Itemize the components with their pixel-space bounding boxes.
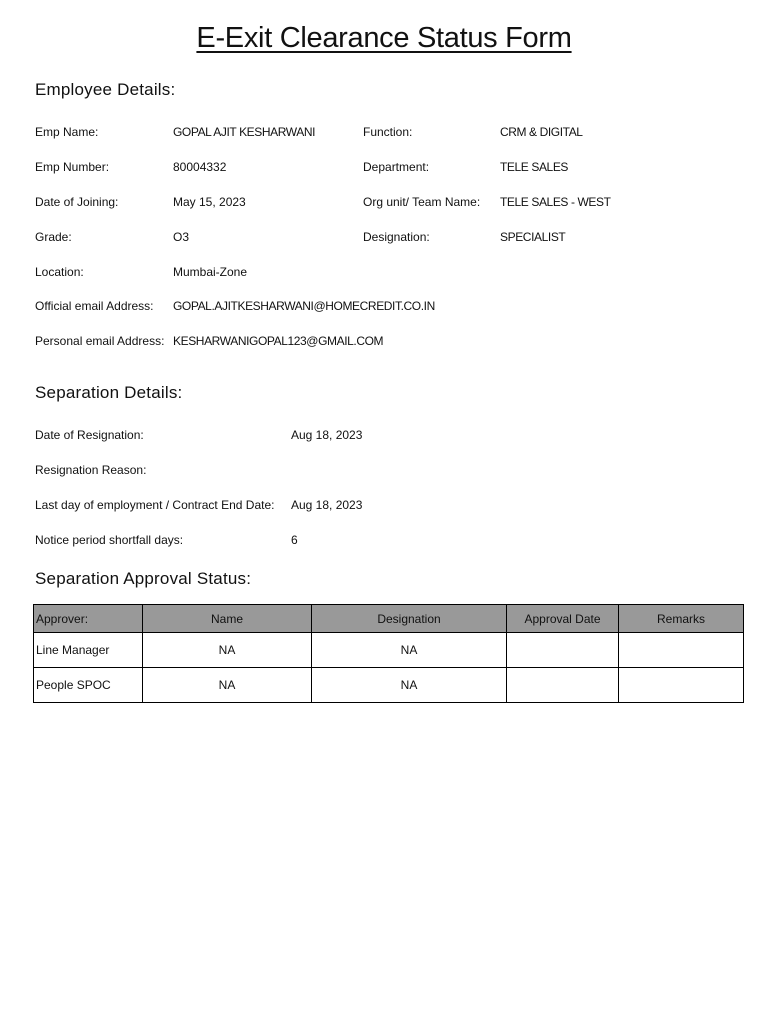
grade-value: O3 [173,230,190,244]
department-label: Department: [363,160,430,174]
remarks-cell [619,633,744,668]
name-cell: NA [143,668,312,703]
column-header-remarks: Remarks [619,605,744,633]
table-row [34,633,744,668]
resignation-date-value: Aug 18, 2023 [291,428,363,442]
page-title: E-Exit Clearance Status Form [196,22,572,54]
column-header-approver: Approver: [34,605,143,633]
column-header-name: Name [143,605,312,633]
date-of-joining-label: Date of Joining: [35,195,119,209]
designation-label: Designation: [363,230,430,244]
resignation-date-label: Date of Resignation: [35,428,144,442]
official-email-value: GOPAL.AJITKESHARWANI@HOMECREDIT.CO.IN [173,299,435,313]
department-value: TELE SALES [500,160,569,174]
emp-number-value: 80004332 [173,160,227,174]
grade-label: Grade: [35,230,72,244]
function-value: CRM & DIGITAL [500,125,583,139]
approval-table [33,604,744,703]
personal-email-label: Personal email Address: [35,334,165,348]
table-row [34,668,744,703]
approval-date-cell [507,668,619,703]
emp-number-label: Emp Number: [35,160,110,174]
personal-email-value: KESHARWANIGOPAL123@GMAIL.COM [173,334,384,348]
designation-cell: NA [312,633,507,668]
remarks-cell [619,668,744,703]
approval-table-header-row [34,605,744,633]
official-email-label: Official email Address: [35,299,154,313]
designation-value: SPECIALIST [500,230,566,244]
notice-shortfall-value: 6 [291,533,298,547]
last-day-value: Aug 18, 2023 [291,498,363,512]
resignation-reason-label: Resignation Reason: [35,463,147,477]
org-unit-label: Org unit/ Team Name: [363,195,481,209]
location-label: Location: [35,265,84,279]
approval-status-heading: Separation Approval Status: [35,569,252,588]
approval-date-cell [507,633,619,668]
org-unit-value: TELE SALES - WEST [500,195,611,209]
last-day-label: Last day of employment / Contract End Date: [35,498,275,512]
column-header-designation: Designation [312,605,507,633]
separation-details-heading: Separation Details: [35,383,183,402]
column-header-approval-date: Approval Date [507,605,619,633]
approver-cell: Line Manager [34,633,143,668]
notice-shortfall-label: Notice period shortfall days: [35,533,184,547]
function-label: Function: [363,125,413,139]
employee-details-heading: Employee Details: [35,80,176,99]
date-of-joining-value: May 15, 2023 [173,195,246,209]
emp-name-value: GOPAL AJIT KESHARWANI [173,125,316,139]
emp-name-label: Emp Name: [35,125,99,139]
designation-cell: NA [312,668,507,703]
name-cell: NA [143,633,312,668]
location-value: Mumbai-Zone [173,265,248,279]
approver-cell: People SPOC [34,668,143,703]
